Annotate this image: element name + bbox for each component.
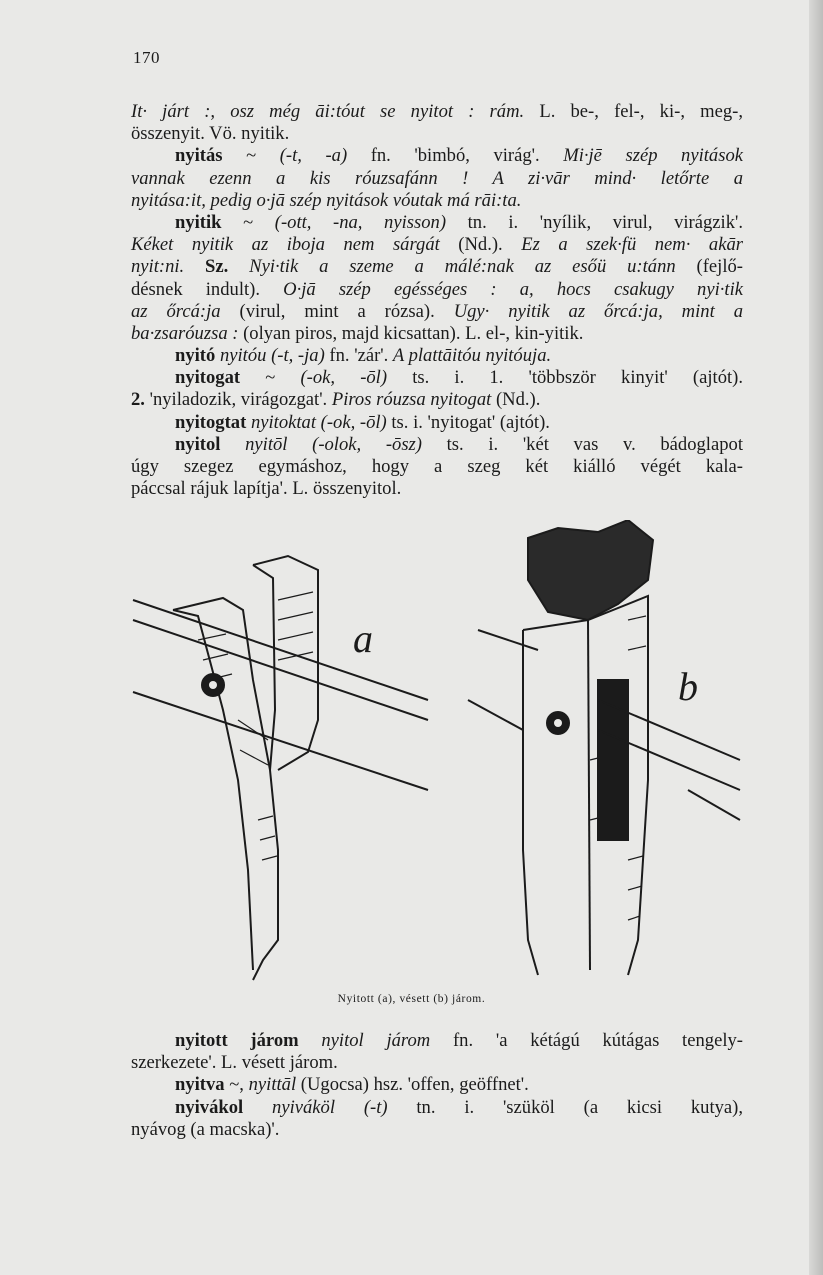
- entry-nyitik: [131, 212, 743, 234]
- grammar-forms: nyitōl (-olok, -ōsz): [245, 433, 422, 455]
- entry-nyitol: [131, 434, 743, 456]
- entry-nyitogtat: [131, 412, 743, 434]
- definition-text: fn. 'zár'.: [324, 345, 393, 367]
- example-text: nyit:ni.: [131, 256, 185, 278]
- text-line: [131, 1052, 743, 1074]
- grammar-forms: nyitoktat (-ok, -ōl): [250, 411, 387, 433]
- entry-nyitva: [131, 1074, 743, 1096]
- entry-nyitogat: [131, 367, 743, 389]
- entry-nyitott-jarom: [131, 1030, 743, 1052]
- grammar-forms: nyiváköl (-t): [272, 1096, 388, 1118]
- figure-caption: Nyitott (a), vésett (b) járom.: [337, 993, 486, 1005]
- headword: nyitogat: [175, 367, 241, 389]
- text-line: [131, 323, 743, 345]
- headword: nyitogtat: [175, 411, 247, 433]
- yoke-drawing: [128, 520, 746, 982]
- definition-text: fn. 'bimbó, virág'.: [347, 145, 564, 167]
- definition-text: tn. i. 'szüköl (a kicsi kutya),: [387, 1096, 743, 1118]
- tilde-text: ~: [240, 367, 301, 389]
- headword: nyitás: [175, 145, 223, 167]
- example-text: Nyi·tik a szeme a málé:nak az esőü u:tánn: [249, 256, 676, 278]
- spacer-text: [243, 1097, 272, 1118]
- yoke-illustration: [128, 520, 746, 982]
- definition-text: désnek indult).: [131, 278, 284, 300]
- example-text: It· járt :, osz még āi:tóut se nyitot : rám.: [131, 101, 525, 122]
- text-line: [131, 478, 743, 500]
- example-text: Mi·jē szép nyitások: [563, 145, 744, 167]
- entry-nyitas: [131, 145, 743, 167]
- entries-top: [131, 101, 743, 500]
- example-text: vannak ezenn a kis róuzsafánn ! A zi·vār mind· letőrte a: [131, 167, 743, 189]
- grammar-forms: (-ott, -na, nyisson): [274, 211, 447, 233]
- figure-label-b: b: [678, 664, 698, 709]
- grammar-forms: nyitóu (-t, -ja): [219, 345, 325, 367]
- definition-text: (fejlő-: [675, 256, 743, 278]
- grammar-forms: nyittāl: [248, 1074, 297, 1096]
- example-text: az őrcá:ja: [131, 300, 221, 322]
- grammar-forms: (-ok, -ōl): [300, 367, 388, 389]
- definition-text: tn. i. 'nyílik, virul, virágzik'.: [446, 211, 743, 233]
- text-line: [131, 1119, 743, 1141]
- definition-text: ts. i. 'nyitogat' (ajtót).: [386, 411, 550, 433]
- carved-yoke-drawing: [468, 520, 740, 975]
- headword: nyitó: [175, 345, 216, 367]
- example-text: Ugy· nyitik az őrcá:ja, mint a: [453, 300, 743, 322]
- tilde-text: ~: [221, 211, 275, 233]
- reference-text: (Nd.).: [491, 389, 541, 411]
- page-number: 170: [133, 48, 160, 67]
- text-line: [131, 234, 743, 256]
- entry-nyito: [131, 345, 743, 367]
- definition-text: úgy szegez egymáshoz, hogy a szeg két kiálló végét kala-: [131, 456, 743, 477]
- definition-text: ts. i. 'két vas v. bádoglapot: [421, 433, 743, 455]
- reference-text: (Nd.).: [439, 234, 522, 256]
- headword: nyitva: [175, 1074, 225, 1096]
- example-text: ba·zsaróuzsa :: [131, 322, 239, 344]
- text-line: [131, 301, 743, 323]
- open-yoke-drawing: [133, 556, 428, 980]
- spacer-text: [220, 434, 245, 455]
- entries-bottom: [131, 1030, 743, 1141]
- example-text: A plattāitóu nyitóuja.: [392, 345, 552, 367]
- definition-text: (virul, mint a rózsa).: [220, 300, 454, 322]
- definition-text: (Ugocsa) hsz. 'offen, geöffnet'.: [296, 1074, 529, 1096]
- definition-text: ts. i. 1. 'többször kinyit' (ajtót).: [387, 367, 744, 389]
- headword: nyitol: [175, 433, 221, 455]
- headword: nyitott járom: [175, 1030, 299, 1051]
- grammar-forms: (-t, -a): [279, 145, 348, 167]
- example-text: nyitása:it, pedig o·jā szép nyitások vóutak má rāi:ta.: [131, 189, 522, 211]
- definition-text: (olyan piros, majd kicsattan). L. el-, kin-yitik.: [238, 322, 584, 344]
- reference-text: L. be-, fel-, ki-, meg-,: [524, 101, 744, 122]
- text-line: [131, 256, 743, 278]
- text-line: [131, 279, 743, 301]
- headword: nyivákol: [175, 1096, 244, 1118]
- definition-text: 'nyiladozik, virágozgat'.: [144, 389, 332, 411]
- spacer-text: [299, 1030, 322, 1051]
- reference-text: összenyit. Vö. nyitik.: [131, 123, 290, 145]
- text-line: [131, 190, 743, 212]
- definition-text: szerkezete'. L. vésett járom.: [131, 1052, 338, 1074]
- example-text: Kéket nyitik az iboja nem sárgát: [131, 234, 440, 256]
- definition-text: nyávog (a macska)'.: [131, 1118, 280, 1140]
- figure-label-a: a: [353, 616, 373, 661]
- text-line: [131, 168, 743, 190]
- page-edge-shadow: [809, 0, 823, 1275]
- example-text: O·jā szép egésséges : a, hocs csakugy nyi·tik: [283, 278, 743, 300]
- headword: nyitik: [175, 211, 222, 233]
- entry-nyivakol: [131, 1097, 743, 1119]
- text-line: [131, 101, 743, 123]
- text-line: [131, 123, 743, 145]
- example-text: Piros róuzsa nyitogat: [331, 389, 492, 411]
- tilde-text: ~,: [224, 1074, 249, 1096]
- definition-text: páccsal rájuk lapítja'. L. összenyitol.: [131, 478, 402, 500]
- example-text: Ez a szek·fü nem· akār: [521, 234, 743, 256]
- tilde-text: ~: [222, 145, 280, 167]
- section-marker: Sz.: [184, 256, 250, 278]
- sense-number: 2.: [131, 389, 145, 411]
- text-line: [131, 389, 743, 411]
- grammar-forms: nyitol járom: [321, 1030, 431, 1051]
- text-line: [131, 456, 743, 478]
- definition-text: fn. 'a kétágú kútágas tengely-: [430, 1030, 743, 1051]
